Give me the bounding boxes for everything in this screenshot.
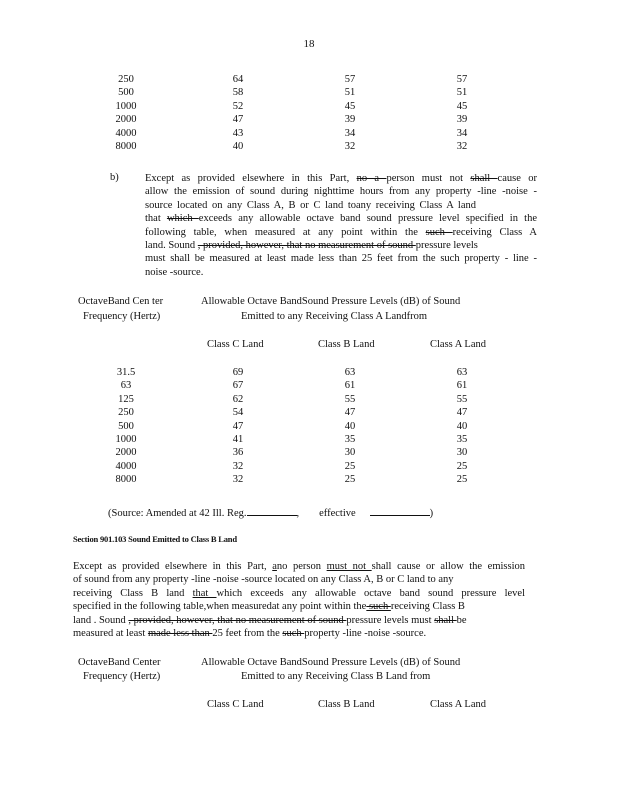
table2-frequency-column <box>104 366 148 487</box>
struck-text: no a <box>356 173 387 184</box>
para-b-marker: b) <box>110 172 119 183</box>
class-b-cell: 35 <box>344 433 356 445</box>
frequency-cell: 4000 <box>115 127 137 139</box>
struck-text: such <box>366 601 391 613</box>
para-2-line <box>73 587 525 600</box>
section-heading: Section 901.103 Sound Emitted to Class B Land <box>73 534 237 544</box>
class-a-cell: 47 <box>456 407 468 419</box>
text: be <box>456 614 467 626</box>
class-c-cell: 47 <box>232 114 244 126</box>
class-b-cell: 32 <box>344 140 356 152</box>
page-number: 18 <box>303 38 315 50</box>
class-a-cell: 63 <box>456 367 468 378</box>
para-2 <box>73 560 525 640</box>
blank-line <box>370 505 430 516</box>
frequency-cell: 8000 <box>115 140 137 152</box>
header2-title: Allowable Octave BandSound Pressure Levels (dB) of Sound <box>201 657 461 668</box>
text: Except as provided elsewhere in this Part, <box>145 173 357 184</box>
source-text: (Source: Amended at 42 Ill. Reg. <box>108 508 247 519</box>
struck-text: shall <box>434 614 457 626</box>
frequency-cell: 31.5 <box>116 367 136 378</box>
class-a-cell: 39 <box>456 114 468 126</box>
struck-text: shall <box>470 173 498 184</box>
class-c-cell: 47 <box>232 420 244 432</box>
source-comma: , <box>296 508 300 519</box>
struck-text: which <box>166 213 199 225</box>
text: property -line -noise -source. <box>304 628 427 640</box>
table1-class-b-column <box>328 73 372 153</box>
para-b-line: source located on any Class A, B or C land toany receiving Class A land <box>145 199 476 211</box>
header2-frequency-label: Frequency (Hertz) <box>83 671 161 682</box>
class-b-cell: 25 <box>344 474 356 486</box>
header1-class-b: Class B Land <box>318 339 375 350</box>
frequency-cell: 63 <box>120 380 132 392</box>
header1-title: Allowable Octave BandSound Pressure Levels (dB) of Sound <box>201 296 461 307</box>
class-a-cell: 25 <box>456 460 468 472</box>
struck-text: made less than <box>147 628 213 640</box>
header2-class-b: Class B Land <box>318 699 375 710</box>
struck-text: , provided, however, that no measurement of sound <box>128 614 347 626</box>
header1-frequency-label: Frequency (Hertz) <box>83 311 161 322</box>
text: no person <box>276 561 327 572</box>
text: following table, when measured at any point within the <box>145 226 426 238</box>
text: which exceeds any allowable octave band sound pressure level <box>216 587 525 599</box>
text: land . Sound <box>73 614 129 626</box>
class-b-cell: 51 <box>344 87 356 99</box>
text: person must not <box>386 173 471 184</box>
class-c-cell: 40 <box>232 140 244 152</box>
para-b-line <box>145 239 537 252</box>
table1-frequency-column <box>104 73 148 153</box>
class-c-cell: 32 <box>232 474 244 486</box>
class-a-cell: 55 <box>456 393 468 405</box>
class-b-cell: 34 <box>344 127 356 139</box>
text: measured at least <box>73 628 148 640</box>
underlined-text: must not <box>326 561 372 572</box>
para-b-line <box>145 212 537 225</box>
para-b-line: noise -source. <box>145 266 204 278</box>
struck-text: such <box>282 628 305 640</box>
struck-text: , provided, however, that no measurement of sound <box>197 240 416 252</box>
text: land. Sound <box>145 240 198 252</box>
class-c-cell: 67 <box>232 380 244 392</box>
para-b-line <box>145 226 537 239</box>
header1-subtitle: Emitted to any Receiving Class A Landfrom <box>241 311 428 322</box>
class-c-cell: 41 <box>232 433 244 445</box>
header1-octave-label: OctaveBand Cen ter <box>78 296 164 307</box>
class-a-cell: 61 <box>456 380 468 392</box>
para-b-line: allow the emission of sound during nighttime hours from any property -line -noise - <box>145 186 537 198</box>
table1-class-a-column <box>440 73 484 153</box>
class-b-cell: 47 <box>344 407 356 419</box>
text: receiving Class B <box>390 601 465 613</box>
class-b-cell: 55 <box>344 393 356 405</box>
class-c-cell: 54 <box>232 407 244 419</box>
class-c-cell: 58 <box>232 87 244 99</box>
frequency-cell: 4000 <box>115 460 137 472</box>
class-b-cell: 61 <box>344 380 356 392</box>
class-a-cell: 35 <box>456 433 468 445</box>
class-a-cell: 51 <box>456 87 468 99</box>
text: receiving Class A <box>452 226 537 238</box>
para-b-line: must shall be measured at least made less than 25 feet from the such property - line - <box>145 253 537 265</box>
class-a-cell: 30 <box>456 447 468 459</box>
text: specified in the following table,when measuredat any point within the <box>73 601 367 613</box>
class-a-cell: 40 <box>456 420 468 432</box>
text: shall cause or allow the emission <box>371 561 525 572</box>
frequency-cell: 2000 <box>115 447 137 459</box>
frequency-cell: 500 <box>118 87 134 99</box>
header2-subtitle: Emitted to any Receiving Class B Land from <box>241 671 431 682</box>
header2-class-c: Class C Land <box>207 699 264 710</box>
frequency-cell: 250 <box>118 74 134 85</box>
underlined-text: that <box>192 587 217 599</box>
text: receiving Class B land <box>73 587 193 599</box>
class-b-cell: 57 <box>344 74 356 85</box>
class-b-cell: 40 <box>344 420 356 432</box>
para-2-line: of sound from any property -line -noise -source located on any Class A, B or C land to any <box>73 574 454 586</box>
text: that <box>145 213 167 225</box>
source-effective: effective <box>319 508 356 519</box>
class-b-cell: 39 <box>344 114 356 126</box>
header2-octave-label: OctaveBand Center <box>78 657 161 668</box>
para-2-line <box>73 614 525 627</box>
class-a-cell: 57 <box>456 74 468 85</box>
para-b-line <box>145 172 537 185</box>
table2-class-c-column <box>216 366 260 487</box>
struck-text: such <box>425 226 453 238</box>
class-b-cell: 63 <box>344 367 356 378</box>
class-c-cell: 69 <box>232 367 244 378</box>
source-close-paren: ) <box>429 508 434 519</box>
class-c-cell: 64 <box>232 74 244 85</box>
class-a-cell: 32 <box>456 140 468 152</box>
text: Except as provided elsewhere in this Part, <box>73 561 273 572</box>
source-line <box>108 505 433 520</box>
para-b <box>145 172 537 279</box>
text: 25 feet from the <box>212 628 283 640</box>
para-2-line <box>73 600 525 613</box>
frequency-cell: 125 <box>118 393 134 405</box>
table2-class-b-column <box>328 366 372 487</box>
class-a-cell: 34 <box>456 127 468 139</box>
frequency-cell: 500 <box>118 420 134 432</box>
frequency-cell: 2000 <box>115 114 137 126</box>
table1-class-c-column <box>216 73 260 153</box>
frequency-cell: 1000 <box>115 100 137 112</box>
class-a-cell: 45 <box>456 100 468 112</box>
frequency-cell: 250 <box>118 407 134 419</box>
frequency-cell: 1000 <box>115 433 137 445</box>
class-c-cell: 32 <box>232 460 244 472</box>
para-2-line <box>73 560 525 573</box>
class-b-cell: 30 <box>344 447 356 459</box>
text: cause or <box>497 173 537 184</box>
class-c-cell: 36 <box>232 447 244 459</box>
para-2-line <box>73 627 525 640</box>
class-c-cell: 62 <box>232 393 244 405</box>
table2-class-a-column <box>440 366 484 487</box>
class-b-cell: 25 <box>344 460 356 472</box>
class-c-cell: 43 <box>232 127 244 139</box>
text: exceeds any allowable octave band sound pressure level specified in the <box>198 213 537 225</box>
underlined-text: a <box>272 561 277 572</box>
blank-line <box>247 505 297 516</box>
header1-class-c: Class C Land <box>207 339 264 350</box>
frequency-cell: 8000 <box>115 474 137 486</box>
header1-class-a: Class A Land <box>430 339 487 350</box>
class-b-cell: 45 <box>344 100 356 112</box>
class-c-cell: 52 <box>232 100 244 112</box>
text: pressure levels <box>415 240 478 252</box>
text: pressure levels must <box>346 614 435 626</box>
header2-class-a: Class A Land <box>430 699 487 710</box>
class-a-cell: 25 <box>456 474 468 486</box>
